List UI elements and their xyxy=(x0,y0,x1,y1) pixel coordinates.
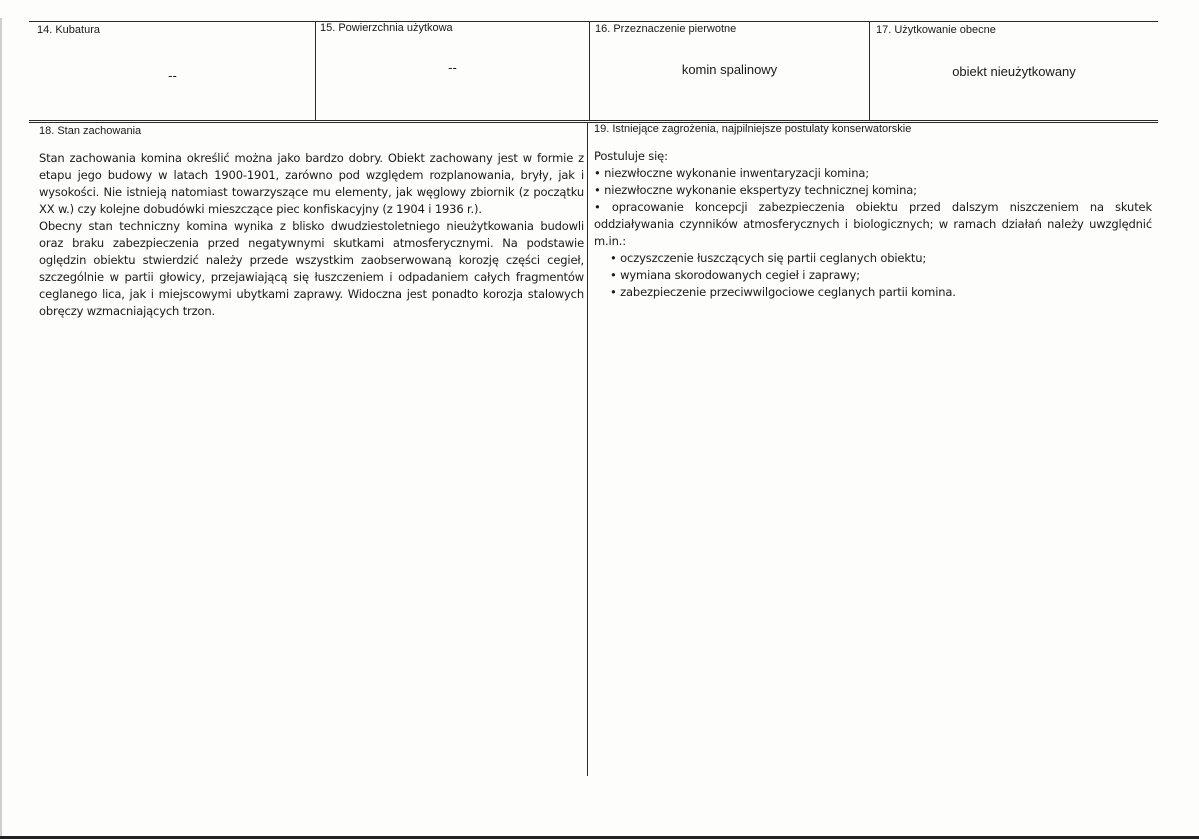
list-item: • niezwłoczne wykonanie inwentaryzacji komina; xyxy=(594,166,869,180)
field-value: obiekt nieużytkowany xyxy=(952,64,1076,79)
field-value: komin spalinowy xyxy=(681,62,778,77)
field-label: 16. Przeznaczenie pierwotne xyxy=(595,23,737,35)
list-subitem: • oczyszczenie łuszczących się partii ceglanych obiektu; xyxy=(610,251,927,265)
field-label: 15. Powierzchnia użytkowa xyxy=(320,22,453,34)
field-value: -- xyxy=(168,68,177,83)
top-row-border-top xyxy=(29,21,1158,22)
field-value: -- xyxy=(448,60,457,75)
list-item: • opracowanie koncepcji zabezpieczenia obiektu przed dalszym niszczeniem na skutek oddziaływania czynników atmosferycznych i biologicznych; w ramach działań należy uwzględnić m.in.: xyxy=(594,200,1152,248)
list-item: • niezwłoczne wykonanie ekspertyzy technicznej komina; xyxy=(594,183,917,197)
scan-left-margin xyxy=(0,18,2,838)
paragraph: Obecny stan techniczny komina wynika z blisko dwudziestoletniego nieużytkowania budowli oraz braku zabezpieczenia przed negatywnymi skutkami atmosferycznymi. Na podstawie oględzin obiektu stwierdzić należy przede wszystkim zaobserwowaną korozję części cegieł, szczególnie w partii głowicy, przejawiającą się łuszczeniem i odpadaniem całych fragmentów ceglanego lica, jak i miejscowymi ubytkami zaprawy. Widoczna jest ponadto korozja stalowych obręczy wzmacniających trzon. xyxy=(39,219,584,318)
divider-18-19 xyxy=(587,122,588,776)
field-text xyxy=(39,150,584,320)
intro-text: Postuluje się: xyxy=(594,149,668,163)
field-text xyxy=(594,148,1152,301)
top-row-border-bottom xyxy=(29,120,1158,121)
field-label: 17. Użytkowanie obecne xyxy=(876,24,996,36)
field-label: 18. Stan zachowania xyxy=(39,125,142,137)
field-label: 14. Kubatura xyxy=(37,24,100,36)
paragraph: Stan zachowania komina określić można jako bardzo dobry. Obiekt zachowany jest w formie z etapu jego budowy w latach 1900-1901, zarówno pod względem rozplanowania, bryły, jak i wysokości. Nie istnieją natomiast towarzyszące mu elementy, jak węglowy zbiornik (z początku XX w.) czy kolejne dobudówki mieszczące piec konfiskacyjny (z 1904 i 1936 r.). xyxy=(39,151,584,216)
field-label: 19. Istniejące zagrożenia, najpilniejsze postulaty konserwatorskie xyxy=(594,123,912,135)
list-subitem: • zabezpieczenie przeciwwilgociowe ceglanych partii komina. xyxy=(610,285,956,299)
list-subitem: • wymiana skorodowanych cegieł i zaprawy; xyxy=(610,268,860,282)
